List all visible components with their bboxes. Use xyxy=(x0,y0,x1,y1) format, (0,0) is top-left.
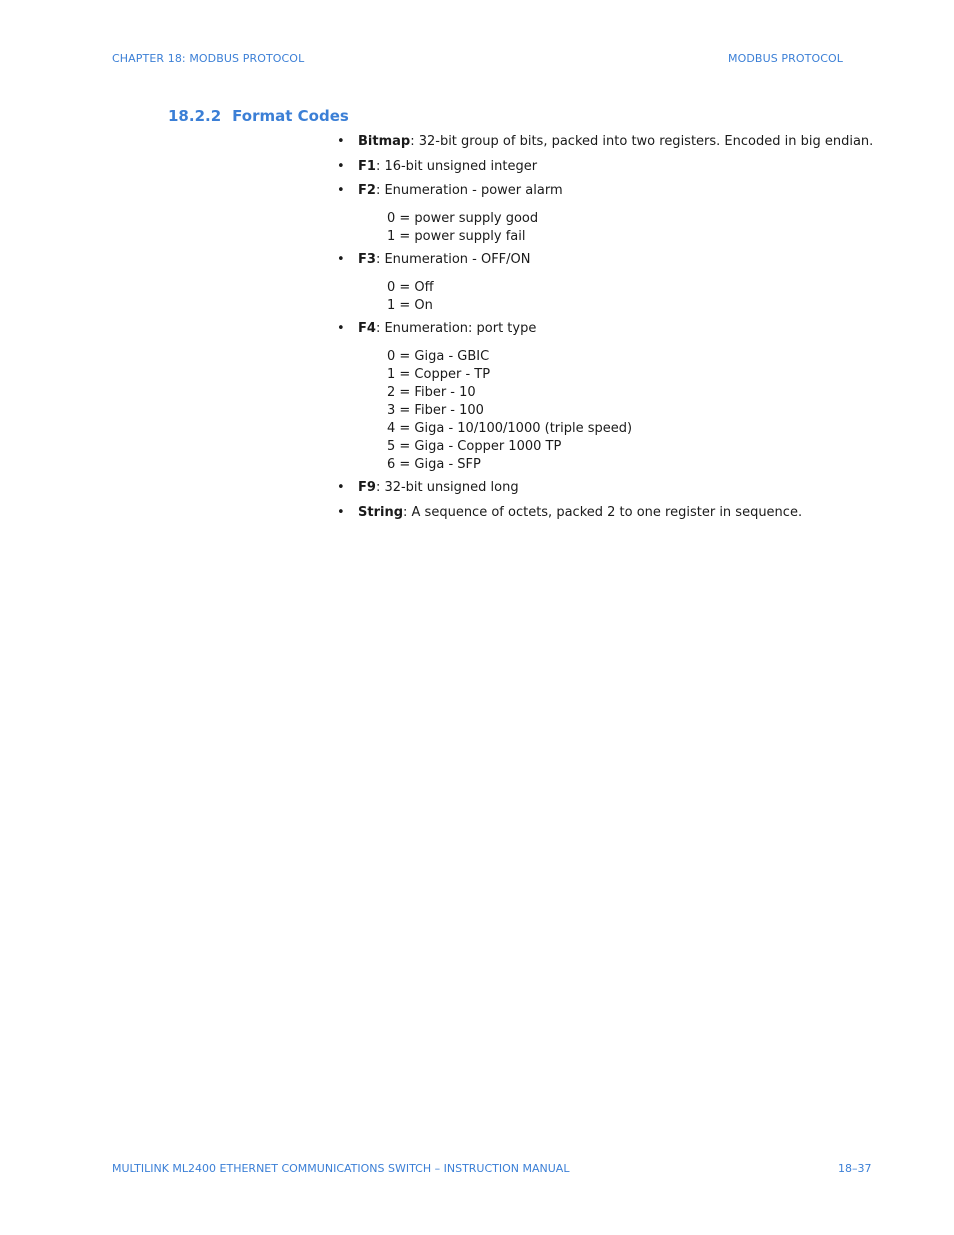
bullet-icon: • xyxy=(337,321,345,336)
enum-value: 3 = Fiber - 100 xyxy=(387,403,484,418)
term-description: : A sequence of octets, packed 2 to one register in sequence. xyxy=(403,505,803,520)
term-description: : Enumeration: port type xyxy=(375,321,537,336)
enum-value: 1 = Copper - TP xyxy=(387,367,491,382)
term-description: : Enumeration - OFF/ON xyxy=(375,252,531,267)
term-label: F9 xyxy=(358,480,376,495)
section-number: 18.2.2 xyxy=(168,107,222,125)
section-heading xyxy=(168,107,349,125)
list-item-f9 xyxy=(337,479,897,497)
running-header-section: MODBUS PROTOCOL xyxy=(728,52,843,65)
term-label: String xyxy=(358,505,404,520)
f3-values xyxy=(337,279,897,315)
term-label: F1 xyxy=(358,159,376,174)
format-code-list xyxy=(337,133,897,522)
enum-value: 0 = power supply good xyxy=(387,211,539,226)
list-item-f3 xyxy=(337,251,897,269)
enum-value: 5 = Giga - Copper 1000 TP xyxy=(387,439,562,454)
running-header-chapter: CHAPTER 18: MODBUS PROTOCOL xyxy=(112,52,305,65)
term-description: : Enumeration - power alarm xyxy=(375,183,563,198)
f4-values xyxy=(337,348,897,474)
term-description: : 32-bit group of bits, packed into two registers. Encoded in big endian. xyxy=(410,134,874,149)
list-item-f4 xyxy=(337,320,897,338)
bullet-icon: • xyxy=(337,159,345,174)
term-label: Bitmap xyxy=(358,134,411,149)
enum-value: 0 = Giga - GBIC xyxy=(387,349,490,364)
enum-value: 1 = On xyxy=(387,298,433,313)
term-description: : 32-bit unsigned long xyxy=(375,480,519,495)
list-item-f1 xyxy=(337,158,897,176)
bullet-icon: • xyxy=(337,183,345,198)
enum-value: 6 = Giga - SFP xyxy=(387,457,481,472)
bullet-icon: • xyxy=(337,505,345,520)
term-label: F4 xyxy=(358,321,376,336)
footer-manual-title: MULTILINK ML2400 ETHERNET COMMUNICATIONS SWITCH – INSTRUCTION MANUAL xyxy=(112,1162,570,1175)
bullet-icon: • xyxy=(337,252,345,267)
f2-values xyxy=(337,210,897,246)
enum-value: 2 = Fiber - 10 xyxy=(387,385,476,400)
list-item-bitmap xyxy=(337,133,897,151)
term-description: : 16-bit unsigned integer xyxy=(375,159,538,174)
term-label: F2 xyxy=(358,183,376,198)
bullet-icon: • xyxy=(337,134,345,149)
list-item-f2 xyxy=(337,182,897,200)
page-number: 18–37 xyxy=(838,1162,872,1175)
section-title: Format Codes xyxy=(232,107,349,125)
bullet-icon: • xyxy=(337,480,345,495)
enum-value: 0 = Off xyxy=(387,280,434,295)
enum-value: 4 = Giga - 10/100/1000 (triple speed) xyxy=(387,421,633,436)
term-label: F3 xyxy=(358,252,376,267)
list-item-string xyxy=(337,504,897,522)
enum-value: 1 = power supply fail xyxy=(387,229,526,244)
